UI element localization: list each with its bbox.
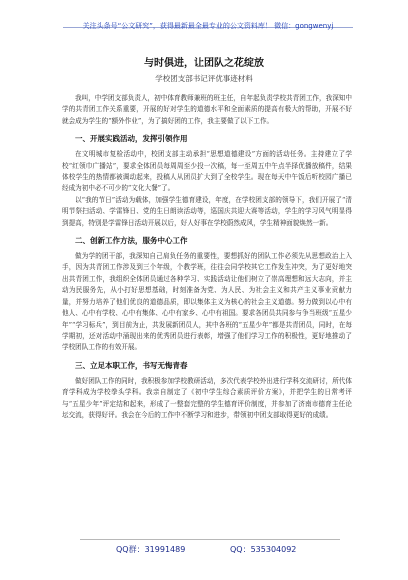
section-heading-1: 一、开展实践活动，发挥引领作用 xyxy=(75,134,188,144)
section-1-paragraph-2: 以“我的节日”活动为载体，加强学生德育建设，年度，在学校团支部的领导下，我们开展了“清明节祭扫活动、学雷锋日、党的生日朗读活动等，巡国庆共迎大赛等活动，学生的学习风气明显得到提高，特别是学雷锋日活动开展以后，好人好事在学校蔚然成风，学生精神面貌焕然一新。 xyxy=(62,195,352,227)
section-1-paragraph-1: 在文明城市复检活动中，校团支部主动承担“思想道德建设”方面的活动任务。主持建立了学校“红领巾广播站”，要求全体团员每周周至少投一次稿，每一至周五中午点半择优播放稿件，结果体校学生的热情都被调动起来，投稿人从团员扩大到了全校学生。现在每天中午饭后听校园广播已经成为初中必不可少的“文化大餐”了。 xyxy=(62,150,352,193)
article-body xyxy=(62,93,352,421)
intro-paragraph: 我叫，中学团支部负责人，初中体育教师兼班的班主任，自年起负责学校共青团工作，我深知中学的共青团工作关系重要，开展的好对学生的道德水平和全面素质的提高有极大的帮助，开展不好就会成为学生的“额外作业”，为了搞好团的工作，我主要做了以下工作。 xyxy=(62,94,352,125)
footer-qq-group: QQ群：31991489 xyxy=(116,545,186,554)
section-2-paragraph-1: 做为学的团干部，我深知自己肩负任务的重要性，要想抓好的团队工作必须先从思想政治上入手，因为共青团工作涉及到三个年级，个教学班，往往会同学校其它工作发生冲突，为了更好地突出共青团工作，我组织全体团员通过各种学习、实践活动让他们树立了崇高理想和远大志向，并主动为民服务先，从小打好思想基础，时刻准备为党、为人民、为社会主义和共产主义事业贡献力量，并努力培养了他们优良的道德品质，即以集体主义为核心的社会主义道德。努力做到以心中有他人、心中有学校、心中有集体、心中有家乡、心中有祖国。要求各团员共同参与争当班级“五星少年”“学习标兵”，到目前为止，共发展新团员人，其中各班的“五星少年”都是共青团员，同时，在每学期初，还对活动中涌现出来的优秀团员进行表彰，增强了他们学习工作的积极性，更好地推动了学校团队工作的有效开展。 xyxy=(62,252,352,352)
section-heading-2: 二、创新工作方法，服务中心工作 xyxy=(75,236,188,246)
article-title: 与时俱进，让团队之花绽放 xyxy=(144,58,264,69)
header-banner xyxy=(63,13,353,28)
footer-qq-contact: QQ：535304092 xyxy=(230,545,297,554)
article-byline: 学校团支部书记评优事迹材料 xyxy=(155,74,253,83)
banner-text: 关注头条号“公文研究”，获得最新最全最专业的公文资料库！ 微信：gongwenyj xyxy=(82,22,334,30)
section-3-paragraph-1: 做好团队工作的同时，我积极参加学校教研活动，多次代表学校外出进行学科交流研讨，所代体育学科成为学校拳头学科。我亲自制定了《初中学生综合素质评价方案》，并把学生的日常考评与“五星少年”评定结和起来，形成了一整套完整的学生德育评价制度，并参加了济南市德育主任论坛交流，获得好评。我会在今后的工作中不断学习和进步，带领初中团支部取得更好的成绩。 xyxy=(62,376,352,419)
section-heading-3: 三、立足本职工作，书写无悔青春 xyxy=(75,360,188,370)
page-footer xyxy=(80,539,340,554)
